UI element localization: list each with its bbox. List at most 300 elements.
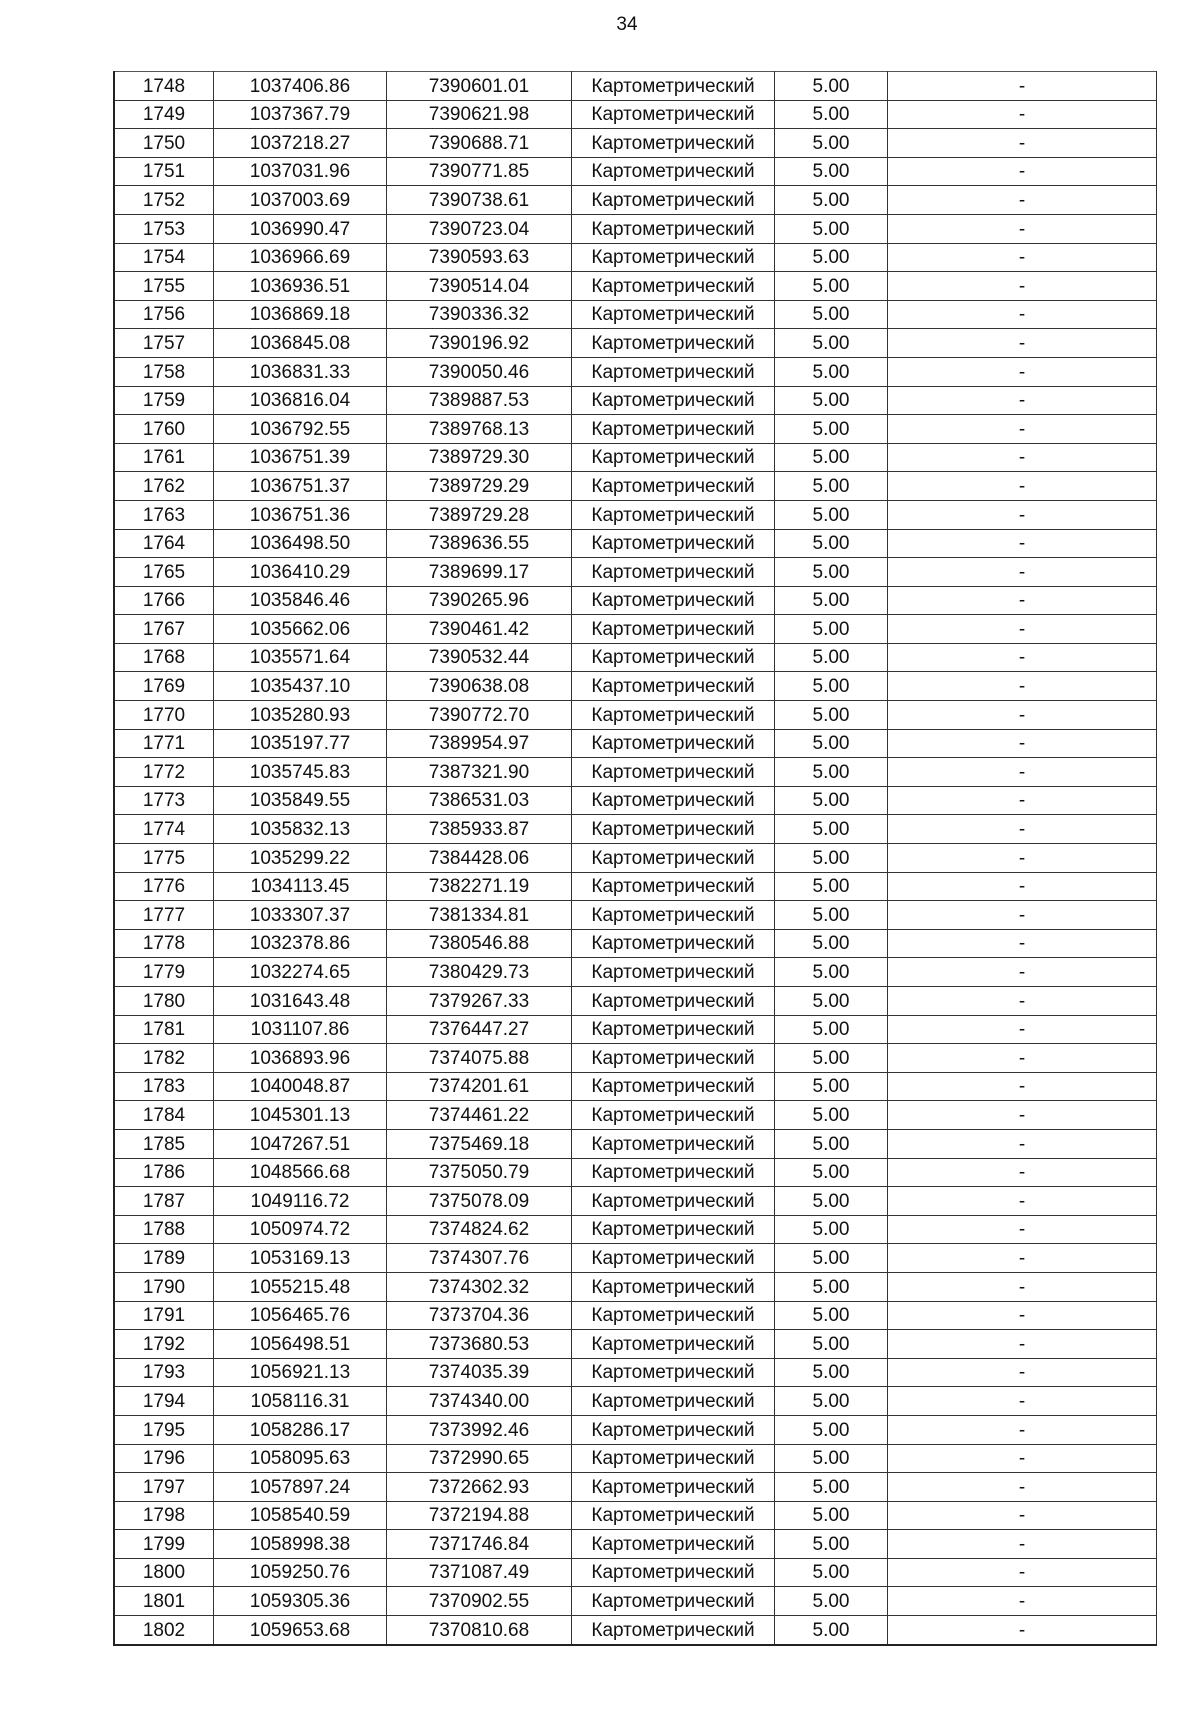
accuracy-cell: 5.00: [775, 300, 888, 329]
point-number-cell: 1754: [114, 243, 214, 272]
note-cell: -: [888, 615, 1157, 644]
table-row: [114, 443, 1157, 472]
point-number-cell: 1792: [114, 1330, 214, 1359]
method-cell: Картометрический: [572, 415, 775, 444]
method-cell: Картометрический: [572, 300, 775, 329]
accuracy-cell: 5.00: [775, 901, 888, 930]
x-coordinate-cell: 1036816.04: [214, 386, 387, 415]
method-cell: Картометрический: [572, 758, 775, 787]
note-cell: -: [888, 1215, 1157, 1244]
method-cell: Картометрический: [572, 157, 775, 186]
y-coordinate-cell: 7390601.01: [387, 72, 572, 101]
note-cell: -: [888, 872, 1157, 901]
x-coordinate-cell: 1035745.83: [214, 758, 387, 787]
point-number-cell: 1755: [114, 272, 214, 301]
note-cell: -: [888, 1415, 1157, 1444]
table-row: [114, 1101, 1157, 1130]
table-row: [114, 1358, 1157, 1387]
accuracy-cell: 5.00: [775, 1558, 888, 1587]
point-number-cell: 1785: [114, 1129, 214, 1158]
note-cell: -: [888, 672, 1157, 701]
x-coordinate-cell: 1031643.48: [214, 987, 387, 1016]
y-coordinate-cell: 7390593.63: [387, 243, 572, 272]
y-coordinate-cell: 7389887.53: [387, 386, 572, 415]
note-cell: -: [888, 758, 1157, 787]
method-cell: Картометрический: [572, 987, 775, 1016]
table-row: [114, 1330, 1157, 1359]
method-cell: Картометрический: [572, 500, 775, 529]
accuracy-cell: 5.00: [775, 1616, 888, 1645]
point-number-cell: 1788: [114, 1215, 214, 1244]
table-row: [114, 901, 1157, 930]
accuracy-cell: 5.00: [775, 758, 888, 787]
table-row: [114, 672, 1157, 701]
note-cell: -: [888, 1044, 1157, 1073]
y-coordinate-cell: 7373704.36: [387, 1301, 572, 1330]
method-cell: Картометрический: [572, 786, 775, 815]
method-cell: Картометрический: [572, 329, 775, 358]
table-row: [114, 1587, 1157, 1616]
method-cell: Картометрический: [572, 357, 775, 386]
method-cell: Картометрический: [572, 1587, 775, 1616]
x-coordinate-cell: 1047267.51: [214, 1129, 387, 1158]
accuracy-cell: 5.00: [775, 786, 888, 815]
note-cell: -: [888, 243, 1157, 272]
point-number-cell: 1798: [114, 1501, 214, 1530]
method-cell: Картометрический: [572, 1444, 775, 1473]
method-cell: Картометрический: [572, 1301, 775, 1330]
accuracy-cell: 5.00: [775, 844, 888, 873]
x-coordinate-cell: 1036966.69: [214, 243, 387, 272]
accuracy-cell: 5.00: [775, 1444, 888, 1473]
note-cell: -: [888, 987, 1157, 1016]
method-cell: Картометрический: [572, 929, 775, 958]
accuracy-cell: 5.00: [775, 272, 888, 301]
point-number-cell: 1799: [114, 1530, 214, 1559]
y-coordinate-cell: 7390621.98: [387, 100, 572, 129]
x-coordinate-cell: 1058540.59: [214, 1501, 387, 1530]
table-row: [114, 100, 1157, 129]
y-coordinate-cell: 7373992.46: [387, 1415, 572, 1444]
y-coordinate-cell: 7390514.04: [387, 272, 572, 301]
y-coordinate-cell: 7375050.79: [387, 1158, 572, 1187]
y-coordinate-cell: 7374035.39: [387, 1358, 572, 1387]
accuracy-cell: 5.00: [775, 558, 888, 587]
note-cell: -: [888, 1272, 1157, 1301]
point-number-cell: 1779: [114, 958, 214, 987]
note-cell: -: [888, 929, 1157, 958]
table-row: [114, 1415, 1157, 1444]
table-row: [114, 1501, 1157, 1530]
accuracy-cell: 5.00: [775, 529, 888, 558]
note-cell: -: [888, 729, 1157, 758]
x-coordinate-cell: 1036869.18: [214, 300, 387, 329]
note-cell: -: [888, 1301, 1157, 1330]
method-cell: Картометрический: [572, 558, 775, 587]
accuracy-cell: 5.00: [775, 415, 888, 444]
note-cell: -: [888, 958, 1157, 987]
y-coordinate-cell: 7390688.71: [387, 129, 572, 158]
x-coordinate-cell: 1035197.77: [214, 729, 387, 758]
table-row: [114, 472, 1157, 501]
y-coordinate-cell: 7374075.88: [387, 1044, 572, 1073]
y-coordinate-cell: 7371087.49: [387, 1558, 572, 1587]
y-coordinate-cell: 7389699.17: [387, 558, 572, 587]
accuracy-cell: 5.00: [775, 186, 888, 215]
y-coordinate-cell: 7390532.44: [387, 643, 572, 672]
accuracy-cell: 5.00: [775, 1358, 888, 1387]
y-coordinate-cell: 7380429.73: [387, 958, 572, 987]
x-coordinate-cell: 1048566.68: [214, 1158, 387, 1187]
note-cell: -: [888, 100, 1157, 129]
accuracy-cell: 5.00: [775, 129, 888, 158]
table-row: [114, 72, 1157, 101]
table-row: [114, 558, 1157, 587]
y-coordinate-cell: 7390265.96: [387, 586, 572, 615]
point-number-cell: 1795: [114, 1415, 214, 1444]
note-cell: -: [888, 1101, 1157, 1130]
table-row: [114, 386, 1157, 415]
note-cell: -: [888, 329, 1157, 358]
point-number-cell: 1784: [114, 1101, 214, 1130]
table-row: [114, 415, 1157, 444]
point-number-cell: 1781: [114, 1015, 214, 1044]
point-number-cell: 1794: [114, 1387, 214, 1416]
table-row: [114, 1044, 1157, 1073]
point-number-cell: 1768: [114, 643, 214, 672]
point-number-cell: 1770: [114, 701, 214, 730]
method-cell: Картометрический: [572, 1272, 775, 1301]
y-coordinate-cell: 7386531.03: [387, 786, 572, 815]
method-cell: Картометрический: [572, 815, 775, 844]
y-coordinate-cell: 7389636.55: [387, 529, 572, 558]
point-number-cell: 1769: [114, 672, 214, 701]
y-coordinate-cell: 7389729.30: [387, 443, 572, 472]
method-cell: Картометрический: [572, 243, 775, 272]
method-cell: Картометрический: [572, 1129, 775, 1158]
note-cell: -: [888, 443, 1157, 472]
accuracy-cell: 5.00: [775, 243, 888, 272]
note-cell: -: [888, 1330, 1157, 1359]
accuracy-cell: 5.00: [775, 357, 888, 386]
point-number-cell: 1758: [114, 357, 214, 386]
method-cell: Картометрический: [572, 1015, 775, 1044]
point-number-cell: 1749: [114, 100, 214, 129]
y-coordinate-cell: 7390196.92: [387, 329, 572, 358]
page-number: 34: [616, 14, 638, 35]
accuracy-cell: 5.00: [775, 1587, 888, 1616]
accuracy-cell: 5.00: [775, 100, 888, 129]
point-number-cell: 1756: [114, 300, 214, 329]
accuracy-cell: 5.00: [775, 1215, 888, 1244]
note-cell: -: [888, 357, 1157, 386]
accuracy-cell: 5.00: [775, 329, 888, 358]
point-number-cell: 1751: [114, 157, 214, 186]
note-cell: -: [888, 1129, 1157, 1158]
coordinates-table: [113, 71, 1157, 1646]
table-row: [114, 157, 1157, 186]
method-cell: Картометрический: [572, 615, 775, 644]
y-coordinate-cell: 7374824.62: [387, 1215, 572, 1244]
accuracy-cell: 5.00: [775, 472, 888, 501]
point-number-cell: 1780: [114, 987, 214, 1016]
point-number-cell: 1765: [114, 558, 214, 587]
accuracy-cell: 5.00: [775, 643, 888, 672]
y-coordinate-cell: 7370902.55: [387, 1587, 572, 1616]
method-cell: Картометрический: [572, 872, 775, 901]
table-row: [114, 729, 1157, 758]
note-cell: -: [888, 1473, 1157, 1502]
x-coordinate-cell: 1033307.37: [214, 901, 387, 930]
table-row: [114, 1015, 1157, 1044]
x-coordinate-cell: 1037218.27: [214, 129, 387, 158]
table-row: [114, 243, 1157, 272]
note-cell: -: [888, 186, 1157, 215]
note-cell: -: [888, 844, 1157, 873]
accuracy-cell: 5.00: [775, 1044, 888, 1073]
method-cell: Картометрический: [572, 129, 775, 158]
y-coordinate-cell: 7390638.08: [387, 672, 572, 701]
note-cell: -: [888, 500, 1157, 529]
table-row: [114, 129, 1157, 158]
note-cell: -: [888, 1387, 1157, 1416]
accuracy-cell: 5.00: [775, 1015, 888, 1044]
point-number-cell: 1797: [114, 1473, 214, 1502]
method-cell: Картометрический: [572, 1387, 775, 1416]
table-row: [114, 329, 1157, 358]
point-number-cell: 1774: [114, 815, 214, 844]
method-cell: Картометрический: [572, 729, 775, 758]
accuracy-cell: 5.00: [775, 1244, 888, 1273]
table-row: [114, 1444, 1157, 1473]
accuracy-cell: 5.00: [775, 929, 888, 958]
y-coordinate-cell: 7390738.61: [387, 186, 572, 215]
accuracy-cell: 5.00: [775, 701, 888, 730]
note-cell: -: [888, 586, 1157, 615]
point-number-cell: 1777: [114, 901, 214, 930]
note-cell: -: [888, 1244, 1157, 1273]
accuracy-cell: 5.00: [775, 214, 888, 243]
x-coordinate-cell: 1050974.72: [214, 1215, 387, 1244]
table-row: [114, 1272, 1157, 1301]
accuracy-cell: 5.00: [775, 1501, 888, 1530]
method-cell: Картометрический: [572, 386, 775, 415]
point-number-cell: 1800: [114, 1558, 214, 1587]
y-coordinate-cell: 7372990.65: [387, 1444, 572, 1473]
table-row: [114, 1530, 1157, 1559]
method-cell: Картометрический: [572, 1158, 775, 1187]
point-number-cell: 1763: [114, 500, 214, 529]
x-coordinate-cell: 1036893.96: [214, 1044, 387, 1073]
method-cell: Картометрический: [572, 1558, 775, 1587]
note-cell: -: [888, 1530, 1157, 1559]
x-coordinate-cell: 1031107.86: [214, 1015, 387, 1044]
y-coordinate-cell: 7382271.19: [387, 872, 572, 901]
note-cell: -: [888, 786, 1157, 815]
note-cell: -: [888, 415, 1157, 444]
note-cell: -: [888, 1358, 1157, 1387]
method-cell: Картометрический: [572, 214, 775, 243]
note-cell: -: [888, 701, 1157, 730]
point-number-cell: 1757: [114, 329, 214, 358]
accuracy-cell: 5.00: [775, 72, 888, 101]
table-row: [114, 815, 1157, 844]
y-coordinate-cell: 7390723.04: [387, 214, 572, 243]
y-coordinate-cell: 7389729.29: [387, 472, 572, 501]
point-number-cell: 1782: [114, 1044, 214, 1073]
table-row: [114, 186, 1157, 215]
x-coordinate-cell: 1057897.24: [214, 1473, 387, 1502]
y-coordinate-cell: 7371746.84: [387, 1530, 572, 1559]
accuracy-cell: 5.00: [775, 987, 888, 1016]
note-cell: -: [888, 129, 1157, 158]
accuracy-cell: 5.00: [775, 1330, 888, 1359]
note-cell: -: [888, 157, 1157, 186]
method-cell: Картометрический: [572, 472, 775, 501]
method-cell: Картометрический: [572, 1530, 775, 1559]
accuracy-cell: 5.00: [775, 157, 888, 186]
point-number-cell: 1772: [114, 758, 214, 787]
method-cell: Картометрический: [572, 901, 775, 930]
method-cell: Картометрический: [572, 1187, 775, 1216]
method-cell: Картометрический: [572, 1473, 775, 1502]
note-cell: -: [888, 472, 1157, 501]
note-cell: -: [888, 1444, 1157, 1473]
x-coordinate-cell: 1036792.55: [214, 415, 387, 444]
x-coordinate-cell: 1035832.13: [214, 815, 387, 844]
table-row: [114, 786, 1157, 815]
x-coordinate-cell: 1036990.47: [214, 214, 387, 243]
x-coordinate-cell: 1059250.76: [214, 1558, 387, 1587]
table-row: [114, 615, 1157, 644]
x-coordinate-cell: 1058286.17: [214, 1415, 387, 1444]
accuracy-cell: 5.00: [775, 1530, 888, 1559]
accuracy-cell: 5.00: [775, 815, 888, 844]
accuracy-cell: 5.00: [775, 1129, 888, 1158]
note-cell: -: [888, 72, 1157, 101]
y-coordinate-cell: 7372662.93: [387, 1473, 572, 1502]
accuracy-cell: 5.00: [775, 1272, 888, 1301]
point-number-cell: 1761: [114, 443, 214, 472]
accuracy-cell: 5.00: [775, 1101, 888, 1130]
x-coordinate-cell: 1037367.79: [214, 100, 387, 129]
method-cell: Картометрический: [572, 1215, 775, 1244]
y-coordinate-cell: 7385933.87: [387, 815, 572, 844]
note-cell: -: [888, 1015, 1157, 1044]
accuracy-cell: 5.00: [775, 1301, 888, 1330]
point-number-cell: 1778: [114, 929, 214, 958]
x-coordinate-cell: 1036831.33: [214, 357, 387, 386]
method-cell: Картометрический: [572, 586, 775, 615]
table-row: [114, 643, 1157, 672]
y-coordinate-cell: 7390050.46: [387, 357, 572, 386]
accuracy-cell: 5.00: [775, 1473, 888, 1502]
accuracy-cell: 5.00: [775, 672, 888, 701]
point-number-cell: 1775: [114, 844, 214, 873]
accuracy-cell: 5.00: [775, 1072, 888, 1101]
accuracy-cell: 5.00: [775, 1158, 888, 1187]
table-row: [114, 1558, 1157, 1587]
table-row: [114, 1244, 1157, 1273]
x-coordinate-cell: 1053169.13: [214, 1244, 387, 1273]
y-coordinate-cell: 7374302.32: [387, 1272, 572, 1301]
y-coordinate-cell: 7375469.18: [387, 1129, 572, 1158]
accuracy-cell: 5.00: [775, 443, 888, 472]
x-coordinate-cell: 1032378.86: [214, 929, 387, 958]
point-number-cell: 1801: [114, 1587, 214, 1616]
x-coordinate-cell: 1036498.50: [214, 529, 387, 558]
point-number-cell: 1802: [114, 1616, 214, 1645]
method-cell: Картометрический: [572, 272, 775, 301]
y-coordinate-cell: 7372194.88: [387, 1501, 572, 1530]
method-cell: Картометрический: [572, 1044, 775, 1073]
method-cell: Картометрический: [572, 643, 775, 672]
accuracy-cell: 5.00: [775, 586, 888, 615]
note-cell: -: [888, 300, 1157, 329]
table-row: [114, 1129, 1157, 1158]
method-cell: Картометрический: [572, 1616, 775, 1645]
x-coordinate-cell: 1035571.64: [214, 643, 387, 672]
x-coordinate-cell: 1045301.13: [214, 1101, 387, 1130]
y-coordinate-cell: 7379267.33: [387, 987, 572, 1016]
point-number-cell: 1753: [114, 214, 214, 243]
table-row: [114, 844, 1157, 873]
method-cell: Картометрический: [572, 72, 775, 101]
point-number-cell: 1767: [114, 615, 214, 644]
y-coordinate-cell: 7390336.32: [387, 300, 572, 329]
point-number-cell: 1771: [114, 729, 214, 758]
x-coordinate-cell: 1034113.45: [214, 872, 387, 901]
x-coordinate-cell: 1049116.72: [214, 1187, 387, 1216]
method-cell: Картометрический: [572, 443, 775, 472]
table-row: [114, 701, 1157, 730]
point-number-cell: 1750: [114, 129, 214, 158]
table-row: [114, 958, 1157, 987]
y-coordinate-cell: 7376447.27: [387, 1015, 572, 1044]
accuracy-cell: 5.00: [775, 386, 888, 415]
note-cell: -: [888, 1501, 1157, 1530]
note-cell: -: [888, 1616, 1157, 1645]
table-row: [114, 214, 1157, 243]
note-cell: -: [888, 386, 1157, 415]
y-coordinate-cell: 7390771.85: [387, 157, 572, 186]
y-coordinate-cell: 7390461.42: [387, 615, 572, 644]
table-row: [114, 1473, 1157, 1502]
method-cell: Картометрический: [572, 958, 775, 987]
table-row: [114, 300, 1157, 329]
table-row: [114, 1387, 1157, 1416]
x-coordinate-cell: 1036845.08: [214, 329, 387, 358]
y-coordinate-cell: 7387321.90: [387, 758, 572, 787]
point-number-cell: 1783: [114, 1072, 214, 1101]
x-coordinate-cell: 1058116.31: [214, 1387, 387, 1416]
x-coordinate-cell: 1037406.86: [214, 72, 387, 101]
method-cell: Картометрический: [572, 100, 775, 129]
x-coordinate-cell: 1058998.38: [214, 1530, 387, 1559]
x-coordinate-cell: 1035437.10: [214, 672, 387, 701]
y-coordinate-cell: 7374201.61: [387, 1072, 572, 1101]
x-coordinate-cell: 1036751.39: [214, 443, 387, 472]
y-coordinate-cell: 7375078.09: [387, 1187, 572, 1216]
note-cell: -: [888, 1158, 1157, 1187]
point-number-cell: 1766: [114, 586, 214, 615]
x-coordinate-cell: 1037031.96: [214, 157, 387, 186]
table-row: [114, 929, 1157, 958]
point-number-cell: 1787: [114, 1187, 214, 1216]
note-cell: -: [888, 1558, 1157, 1587]
y-coordinate-cell: 7390772.70: [387, 701, 572, 730]
method-cell: Картометрический: [572, 701, 775, 730]
